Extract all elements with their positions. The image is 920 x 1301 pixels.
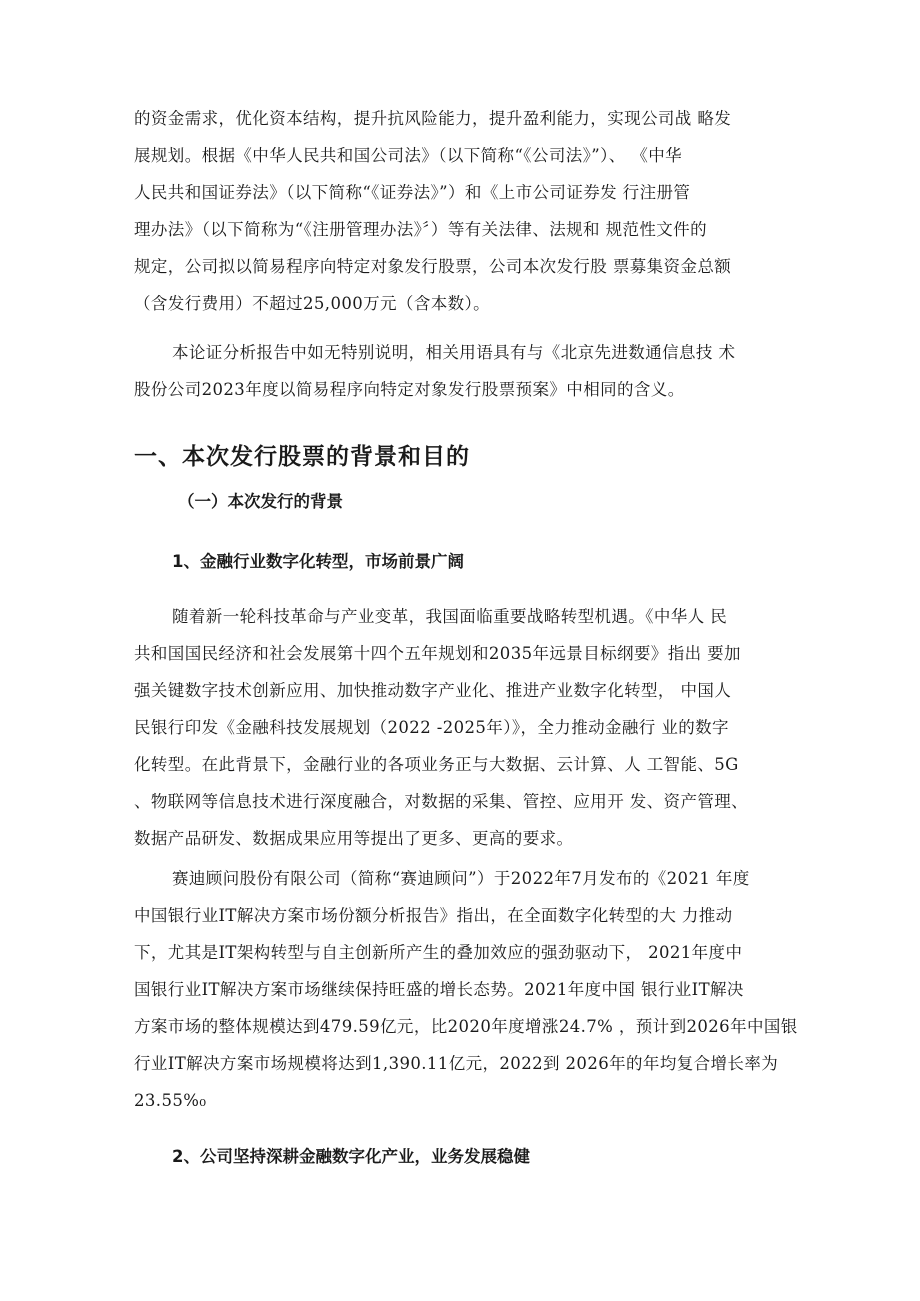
text-line: 股份公司2023年度以简易程序向特定对象发行股票预案》中相同的含义。	[134, 380, 685, 399]
text-line: 、物联网等信息技术进行深度融合，对数据的采集、管控、应用开 发、资产管理、	[134, 792, 749, 811]
text-line: 中国银行业IT解决方案市场份额分析报告》指出，在全面数字化转型的大 力推动	[134, 906, 733, 925]
text-line: 展规划。根据《中华人民共和国公司法》（以下简称“《公司法》”）、 《中华	[134, 146, 683, 165]
background-paragraph-1	[134, 598, 798, 857]
section-heading: 一、本次发行股票的背景和目的	[134, 444, 470, 470]
text-line: 赛迪顾问股份有限公司（简称“赛迪顾问”）于2022年7月发布的《2021 年度	[172, 869, 750, 888]
text-line: 化转型。在此背景下，金融行业的各项业务正与大数据、云计算、人 工智能、5G	[134, 755, 739, 774]
intro-paragraph	[134, 100, 798, 322]
text-line: 随着新一轮科技革命与产业变革，我国面临重要战略转型机遇。《中华人 民	[172, 607, 728, 626]
background-paragraph-2	[134, 860, 798, 1119]
item-heading-1: 1、金融行业数字化转型，市场前景广阔	[172, 552, 464, 571]
note-paragraph	[134, 334, 798, 408]
text-line: 理办法》（以下简称为“《注册管理办法》〞）等有关法律、法规和 规范性文件的	[134, 220, 707, 239]
text-line: 方案市场的整体规模达到479.59亿元，比2020年度增涨24.7% ，预计到2026年中国银	[134, 1017, 798, 1036]
text-line: 数据产品研发、数据成果应用等提出了更多、更高的要求。	[134, 829, 574, 848]
text-line: 强关键数字技术创新应用、加快推动数字产业化、推进产业数字化转型， 中国人	[134, 681, 732, 700]
text-line: 人民共和国证券法》（以下简称“《证券法》”）和《上市公司证券发 行注册管	[134, 183, 691, 202]
text-line: 本论证分析报告中如无特别说明，相关用语具有与《北京先进数通信息技 术	[172, 343, 736, 362]
text-line: （含发行费用）不超过25,000万元（含本数）。	[134, 294, 491, 313]
text-line: 规定，公司拟以简易程序向特定对象发行股票，公司本次发行股 票募集资金总额	[134, 257, 732, 276]
text-line: 民银行印发《金融科技发展规划（2022 -2025年）》，全力推动金融行 业的数字	[134, 718, 729, 737]
text-line: 的资金需求，优化资本结构，提升抗风险能力，提升盈利能力，实现公司战 略发	[134, 109, 732, 128]
text-line: 国银行业IT解决方案市场继续保持旺盛的增长态势。2021年度中国 银行业IT解决	[134, 980, 744, 999]
item-heading-2: 2、公司坚持深耕金融数字化产业，业务发展稳健	[172, 1147, 530, 1166]
text-line: 行业IT解决方案市场规模将达到1,390.11亿元，2022到 2026年的年均复合增长率为	[134, 1054, 779, 1073]
text-line: 下，尤其是IT架构转型与自主创新所产生的叠加效应的强劲驱动下， 2021年度中	[134, 943, 743, 962]
subsection-heading: （一）本次发行的背景	[178, 492, 343, 511]
text-line: 共和国国民经济和社会发展第十四个五年规划和2035年远景目标纲要》指出 要加	[134, 644, 741, 663]
text-line: 23.55%₀	[134, 1091, 207, 1110]
